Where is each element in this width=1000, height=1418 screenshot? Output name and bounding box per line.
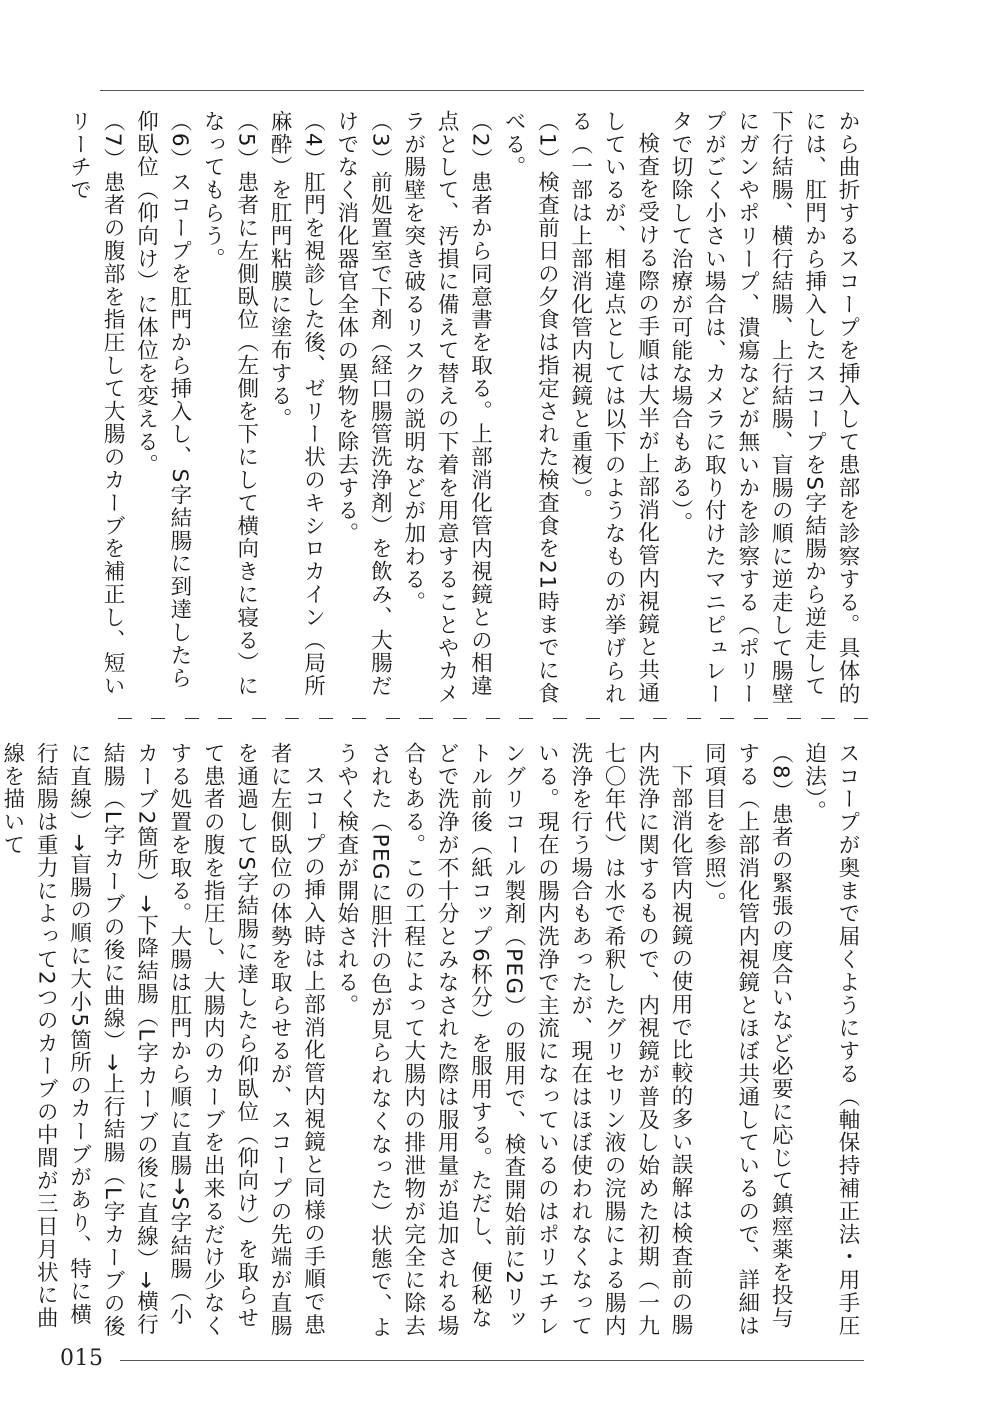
divider-dash (352, 718, 366, 719)
divider-dash (453, 718, 467, 719)
divider-dash (151, 718, 165, 719)
list-item: （7）患者の腹部を指圧して大腸のカーブを補正し、短いリーチで (66, 110, 126, 698)
divider-dash (252, 718, 266, 719)
paragraph: 検査を受ける際の手順は大半が上部消化管内視鏡と共通しているが、相違点としては以下のようなものが挙げられる（一部は上部消化管内視鏡と重複）。 (567, 110, 660, 706)
divider-dash (720, 718, 734, 719)
divider-dash (319, 718, 333, 719)
list-item: （1）検査前日の夕食は指定された検査食を21時までに食べる。 (500, 110, 560, 705)
divider-dash (519, 718, 533, 719)
divider-dash (419, 718, 433, 719)
lower-text-block (0, 742, 864, 1342)
paragraph: 下部消化管内視鏡の使用で比較的多い誤解は検査前の腸内洗浄に関するもので、内視鏡が普及し始めた初期（一九七〇年代）は水で希釈したグリセリン液の浣腸による腸内洗浄を行う場合もあったが、現在はほぼ使われなくなっている。現在の腸内洗浄で主流になっているのはポリエチレングリコール製剤（PEG）の服用で、検査開始前に2リットル前後（紙コップ6杯分）を服用する。ただし、便秘などで洗浄が不十分とみなされた際は服用量が追加される場合もある。この工程によって大腸内の排泄物が完全に除去された（PEGに胆汁の色が見られなくなった）状態で、ようやく検査が開始される。 (333, 742, 693, 1340)
divider-dash (620, 718, 634, 719)
divider-dash (386, 718, 400, 719)
list-item: （8）患者の緊張の度合いなど必要に応じて鎮痙薬を投与する（上部消化管内視鏡とほぼ共通しているので、詳細は同項目を参照）。 (701, 742, 794, 1338)
paragraph: スコープの挿入時は上部消化管内視鏡と同様の手順で患者に左側臥位の体勢を取らせるが、スコープの先端が直腸を通過してS字結腸に達したら仰臥位（仰向け）を取らせて患者の腹を指圧し、大腸内のカーブを出来るだけ少なくする処置を取る。大腸は肛門から順に直腸→S字結腸（小カーブ2箇所）→下降結腸（L字カーブの後に直線）→横行結腸（L字カーブの後に曲線）→上行結腸（L字カーブの後に直線）→盲腸の順に大小5箇所のカーブがあり、特に横行結腸は重力によって2つのカーブの中間が三日月状に曲線を描いて (0, 742, 326, 1338)
list-item: （3）前処置室で下剤（経口腸管洗浄剤）を飲み、大腸だけでなく消化器官全体の異物を除去する。 (333, 110, 393, 698)
column-divider (118, 714, 868, 724)
list-item: （2）患者から同意書を取る。上部消化管内視鏡との相違点として、汚損に備えて替えの下着を用意することやカメラが腸壁を突き破るリスクの説明などが加わる。 (400, 110, 493, 706)
divider-dash (653, 718, 667, 719)
list-item: （6）スコープを肛門から挿入し、S字結腸に到達したら仰臥位（仰向け）に体位を変える。 (133, 110, 192, 690)
top-rule (100, 90, 864, 91)
page-number: 015 (60, 1346, 104, 1371)
divider-dash (586, 718, 600, 719)
divider-dash (285, 718, 299, 719)
divider-dash (754, 718, 768, 719)
divider-dash (787, 718, 801, 719)
divider-dash (185, 718, 199, 719)
divider-dash (553, 718, 567, 719)
divider-dash (854, 718, 868, 719)
list-item: （5）患者に左側臥位（左側を下にして横向きに寝る）になってもらう。 (200, 110, 259, 698)
divider-dash (118, 718, 132, 719)
paragraph: から曲折するスコープを挿入して患部を診察する。具体的には、肛門から挿入したスコープをS字結腸から逆走して下行結腸、横行結腸、上行結腸、盲腸の順に逆走して腸壁にガンやポリープ、潰瘍などが無いかを診察する（ポリープがごく小さい場合は、カメラに取り付けたマニピュレータで切除して治療が可能な場合もある）。 (667, 110, 860, 706)
upper-text-block (66, 110, 864, 710)
bottom-rule (120, 1360, 864, 1361)
divider-dash (687, 718, 701, 719)
list-item: （4）肛門を視診した後、ゼリー状のキシロカイン（局所麻酔）を肛門粘膜に塗布する。 (267, 110, 326, 698)
divider-dash (486, 718, 500, 719)
divider-dash (218, 718, 232, 719)
paragraph: スコープが奥まで届くようにする（軸保持補正法・用手圧迫法）。 (801, 742, 860, 1338)
divider-dash (821, 718, 835, 719)
